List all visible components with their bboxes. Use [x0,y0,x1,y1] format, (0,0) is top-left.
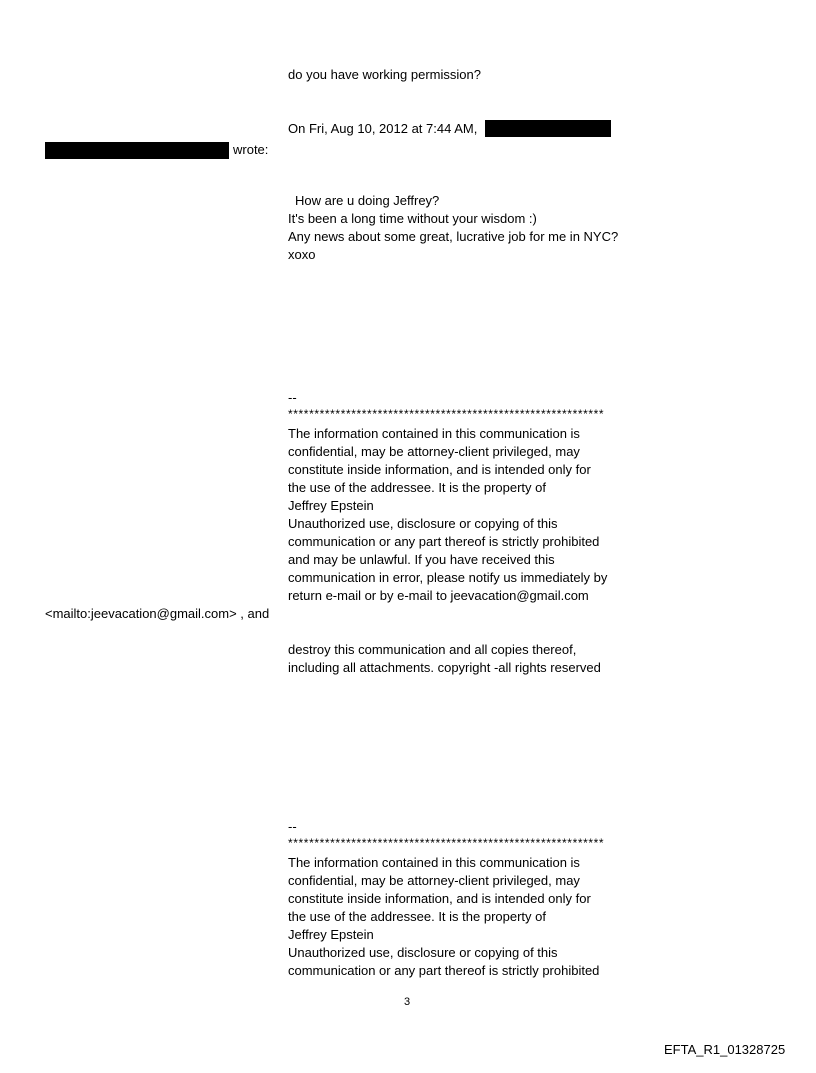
message-line: How are u doing Jeffrey? [295,193,440,208]
disclaimer-line: The information contained in this communication is [288,426,580,441]
disclaimer-line: The information contained in this communication is [288,855,580,870]
signature-dashes: -- [288,390,297,405]
disclaimer-line: Jeffrey Epstein [288,498,374,513]
bates-number: EFTA_R1_01328725 [664,1042,786,1057]
message-line: xoxo [288,247,316,262]
disclaimer-line: return e-mail or by e-mail to jeevacation@gmail.com [288,588,589,603]
disclaimer-line: the use of the addressee. It is the property of [288,480,546,495]
disclaimer-line: constitute inside information, and is intended only for [288,462,591,477]
message-line: It's been a long time without your wisdom :) [288,211,537,226]
disclaimer-line: Jeffrey Epstein [288,927,374,942]
quote-header-date: On Fri, Aug 10, 2012 at 7:44 AM, [288,121,478,136]
page-number: 3 [404,996,411,1008]
disclaimer-line: Unauthorized use, disclosure or copying of this [288,945,558,960]
redacted-sender-email [485,120,611,137]
disclaimer-line: communication or any part thereof is strictly prohibited [288,534,600,549]
disclaimer-line: constitute inside information, and is intended only for [288,891,591,906]
disclaimer-line: destroy this communication and all copies thereof, [288,642,577,657]
asterisk-divider: ************************************************************ [288,836,605,850]
quote-header-wrote: wrote: [233,142,269,157]
reply-text: do you have working permission? [288,67,481,82]
asterisk-divider: ************************************************************ [288,407,605,421]
disclaimer-line: the use of the addressee. It is the property of [288,909,546,924]
disclaimer-line: communication or any part thereof is strictly prohibited [288,963,600,978]
redacted-sender-name [45,142,229,159]
signature-dashes: -- [288,819,297,834]
mailto-link: <mailto:jeevacation@gmail.com> , and [45,606,270,621]
disclaimer-line: Unauthorized use, disclosure or copying of this [288,516,558,531]
disclaimer-line: confidential, may be attorney-client privileged, may [288,444,580,459]
disclaimer-line: confidential, may be attorney-client privileged, may [288,873,580,888]
message-line: Any news about some great, lucrative job for me in NYC? [288,229,619,244]
disclaimer-line: and may be unlawful. If you have received this [288,552,555,567]
disclaimer-line: communication in error, please notify us immediately by [288,570,608,585]
disclaimer-line: including all attachments. copyright -all rights reserved [288,660,601,675]
